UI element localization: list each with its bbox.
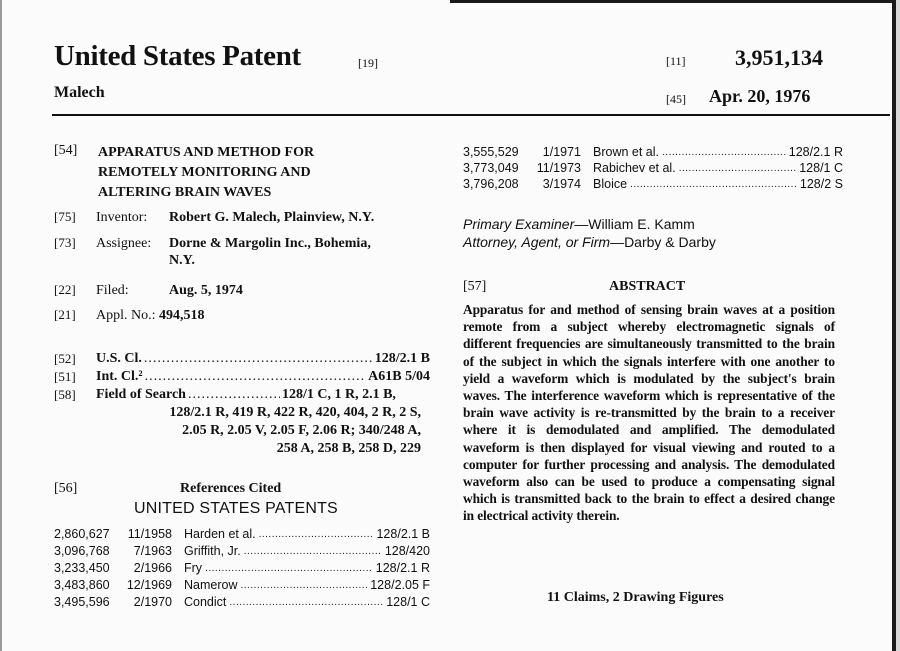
reference-row (463, 161, 843, 176)
inventor-code: [75] (54, 209, 76, 224)
reference-row (54, 544, 430, 559)
title-field-code: [54] (54, 143, 78, 158)
ref-name: Rabichev et al. (593, 161, 676, 175)
ref-name: Brown et al. (593, 145, 660, 159)
leader-dots (259, 527, 374, 542)
title-line: APPARATUS AND METHOD FOR (98, 145, 315, 160)
ref-date: 1/1971 (542, 145, 581, 159)
reference-row (54, 595, 430, 610)
leader-dots (144, 351, 373, 367)
inventor-field (54, 209, 374, 226)
ref-class: 128/1 C (799, 161, 843, 175)
filed-field (54, 282, 243, 299)
leader-dots (679, 161, 797, 176)
reference-row (54, 527, 430, 542)
ref-name: Fry (184, 561, 203, 575)
attorney (463, 234, 716, 250)
leader-dots (662, 145, 786, 160)
us-class-field (54, 351, 430, 367)
ref-name: Griffith, Jr. (184, 544, 241, 558)
filed-label: Filed: (96, 283, 129, 298)
reference-row (463, 145, 843, 160)
appl-no-code: [21] (54, 307, 76, 322)
claims-summary: 11 Claims, 2 Drawing Figures (547, 590, 724, 605)
patent-number-code: [11] (666, 54, 686, 68)
abstract-title: ABSTRACT (609, 279, 686, 294)
assignee-code: [73] (54, 235, 76, 250)
ref-date: 12/1969 (126, 578, 172, 592)
appl-no-field (54, 307, 205, 324)
reference-row (463, 177, 843, 192)
title-line: ALTERING BRAIN WAVES (98, 185, 272, 200)
ref-class: 128/2.1 R (788, 145, 843, 159)
ref-date: 2/1970 (133, 595, 172, 609)
leader-dots (188, 387, 280, 403)
date-code: [45] (666, 92, 686, 106)
invention-title (98, 143, 314, 203)
primary-examiner-label: Primary Examiner (463, 216, 575, 232)
references-subtitle: UNITED STATES PATENTS (134, 500, 338, 517)
assignee-label: Assignee: (96, 236, 152, 251)
ref-class: 128/420 (384, 544, 430, 558)
leader-dots (244, 544, 382, 559)
assignee-value-cont: N.Y. (169, 253, 195, 268)
ref-class: 128/2.05 F (370, 578, 430, 592)
header-divider (52, 114, 890, 116)
filed-code: [22] (54, 282, 76, 297)
int-class-label: Int. Cl.² (96, 369, 143, 384)
ref-class: 128/2.1 B (376, 527, 430, 541)
int-class-value: A61B 5/04 (368, 369, 430, 384)
int-class-code: [51] (54, 369, 76, 384)
leader-dots (145, 369, 367, 385)
appl-no-value: 494,518 (159, 308, 205, 323)
field-of-search-line: 2.05 R, 2.05 V, 2.05 F, 2.06 R; 340/248 A, (182, 423, 421, 438)
reference-row (54, 578, 430, 593)
ref-number: 3,483,860 (54, 578, 110, 592)
attorney-value: —Darby & Darby (610, 234, 716, 250)
field-of-search-line: 128/1 C, 1 R, 2.1 B, (281, 387, 396, 402)
inventor-surname: Malech (54, 84, 105, 101)
ref-number: 3,555,529 (463, 145, 519, 159)
ref-date: 3/1974 (542, 177, 581, 191)
abstract-code: [57] (463, 279, 487, 294)
ref-number: 3,773,049 (463, 161, 519, 175)
ref-number: 3,233,450 (54, 561, 110, 575)
ref-name: Bloice (593, 177, 628, 191)
leader-dots (630, 177, 797, 192)
reference-row (54, 561, 430, 576)
us-class-value: 128/2.1 B (374, 351, 430, 366)
leader-dots (241, 578, 368, 593)
int-class-field (54, 369, 430, 385)
ref-date: 11/1958 (127, 527, 172, 541)
ref-number: 3,495,596 (54, 595, 110, 609)
ref-class: 128/2.1 R (375, 561, 430, 575)
ref-number: 3,796,208 (463, 177, 519, 191)
us-class-label: U.S. Cl. (96, 351, 142, 366)
ref-class: 128/2 S (799, 177, 843, 191)
ref-name: Harden et al. (184, 527, 256, 541)
leader-dots (205, 561, 373, 576)
assignee-value: Dorne & Margolin Inc., Bohemia, (169, 236, 371, 251)
leader-dots (229, 595, 383, 610)
ref-number: 3,096,768 (54, 544, 110, 558)
document-title (54, 40, 301, 73)
title-text: United States Patent (54, 40, 301, 72)
filed-value: Aug. 5, 1974 (169, 283, 243, 298)
field-of-search-line: 128/2.1 R, 419 R, 422 R, 420, 404, 2 R, 2 S, (169, 405, 421, 420)
field-of-search (54, 387, 430, 403)
references-title: References Cited (180, 481, 282, 496)
abstract-text: Apparatus for and method of sensing brain waves at a position remote from a subject whereby electromagnetic signals of different frequencies are simultaneously transmitted to the brain of the subject in which the signals interfere with one another to yield a waveform which is modulated by the subject's brain waves. The interference waveform which is representative of the brain wave activity is re-transmitted by the brain to a receiver where it is demodulated and amplified. The demodulated waveform is then displayed for visual viewing and routed to a computer for further processing and analysis. The demodulated waveform also can be used to produce a compensating signal which is transmitted back to the brain to effect a desired change in electrical activity therein. (463, 302, 835, 524)
field-of-search-code: [58] (54, 387, 76, 402)
primary-examiner-value: —William E. Kamm (574, 216, 695, 232)
ref-date: 2/1966 (133, 561, 172, 575)
patent-number: 3,951,134 (735, 45, 823, 70)
title-code: [19] (358, 56, 378, 70)
ref-name: Namerow (184, 578, 238, 592)
assignee-field (54, 235, 371, 252)
ref-class: 128/1 C (386, 595, 430, 609)
ref-name: Condict (184, 595, 227, 609)
field-of-search-label: Field of Search (96, 387, 186, 402)
frame-outer-margin (896, 0, 900, 651)
us-class-code: [52] (54, 351, 76, 366)
frame-edge-top (450, 0, 896, 3)
ref-date: 11/1973 (536, 161, 581, 175)
references-code: [56] (54, 481, 78, 496)
inventor-value: Robert G. Malech, Plainview, N.Y. (169, 210, 375, 225)
patent-date: Apr. 20, 1976 (709, 86, 811, 106)
ref-date: 7/1963 (133, 544, 172, 558)
attorney-label: Attorney, Agent, or Firm (463, 234, 611, 250)
title-line: REMOTELY MONITORING AND (98, 165, 311, 180)
inventor-label: Inventor: (96, 210, 148, 225)
primary-examiner (463, 216, 695, 232)
field-of-search-line: 258 A, 258 B, 258 D, 229 (276, 441, 421, 456)
ref-number: 2,860,627 (54, 527, 110, 541)
appl-no-label: Appl. No.: (96, 308, 156, 323)
